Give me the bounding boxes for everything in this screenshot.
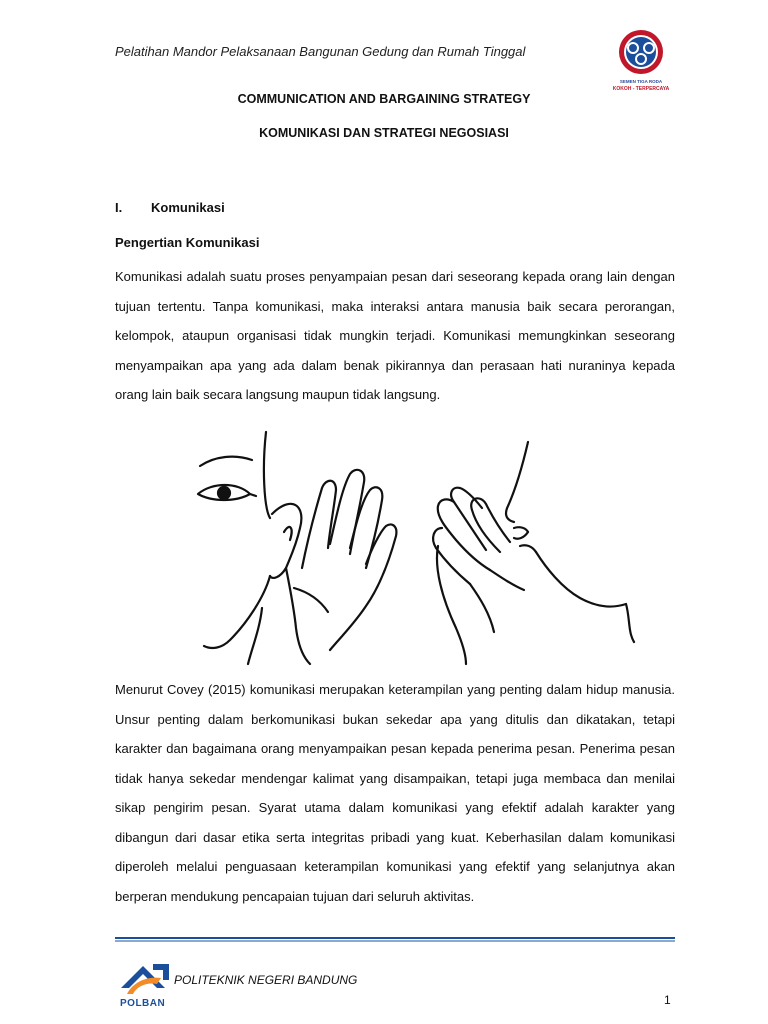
page-number: 1 xyxy=(664,993,671,1007)
paragraph-definition: Komunikasi adalah suatu proses penyampaian pesan dari seseorang kepada orang lain dengan tujuan tertentu. Tanpa komunikasi, maka interaksi antara manusia baik secara perorangan, kelompok, ataupun organisasi tidak mungkin terjadi. Komunikasi memungkinkan seseorang menyampaikan apa yang ada dalam benak pikirannya dan perasaan hati nuraninya kepada orang lain baik secara langsung maupun tidak langsung. xyxy=(115,269,675,402)
logo-caption: SEMEN TIGA RODA xyxy=(619,79,663,84)
section-number: I. xyxy=(115,200,123,215)
whisperer-figure xyxy=(433,442,634,664)
listener-figure xyxy=(198,432,396,664)
document-title-english: COMMUNICATION AND BARGAINING STRATEGY xyxy=(237,92,531,106)
running-header: Pelatihan Mandor Pelaksanaan Bangunan Gedung dan Rumah Tinggal xyxy=(115,44,526,59)
footer-institution: POLITEKNIK NEGERI BANDUNG xyxy=(174,973,358,987)
footer-brand: POLBAN xyxy=(120,998,166,1009)
document-title-indonesian: KOMUNIKASI DAN STRATEGI NEGOSIASI xyxy=(259,126,509,140)
logo-tagline: KOKOH - TERPERCAYA xyxy=(612,86,670,92)
paragraph-covey: Menurut Covey (2015) komunikasi merupakan keterampilan yang penting dalam hidup manusia. Unsur penting dalam berkomunikasi bukan sekedar apa yang ditulis dan dikatakan, tetapi karakter dan bagaimana orang menyampaikan pesan kepada penerima pesan. Penerima pesan tidak hanya sekedar mendengar kalimat yang disampaikan, tetapi juga membaca dan menilai sikap pengirim pesan. Syarat utama dalam komunikasi yang efektif adalah karakter yang dibangun dari dasar etika serta integritas pribadi yang kuat. Keberhasilan dalam komunikasi diperoleh melalui penguasaan keterampilan komunikasi yang efektif yang selanjutnya akan berperan mendukung pencapaian tujuan dari seluruh aktivitas. xyxy=(115,682,675,904)
subsection-title: Pengertian Komunikasi xyxy=(115,235,260,250)
footer-rule xyxy=(115,937,675,943)
whisper-listen-illustration xyxy=(190,428,640,668)
section-title: Komunikasi xyxy=(151,200,225,215)
